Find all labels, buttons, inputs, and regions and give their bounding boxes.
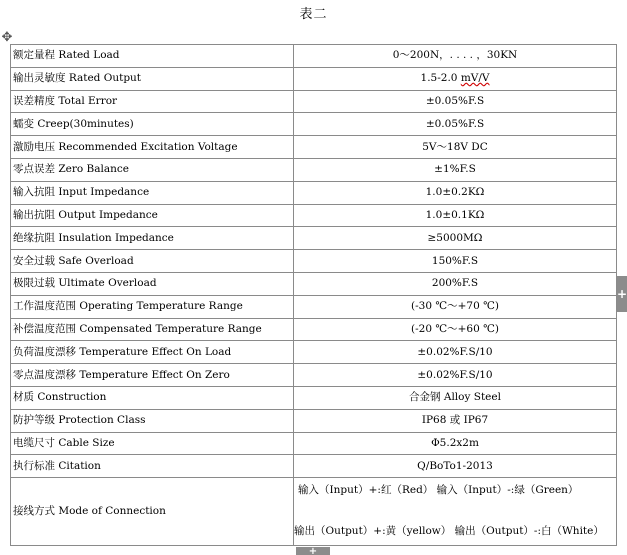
row-value[interactable]: 合金钢 Alloy Steel	[294, 386, 617, 409]
row-value[interactable]: ±0.02%F.S/10	[294, 364, 617, 387]
row-label[interactable]: 安全过载 Safe Overload	[11, 250, 294, 273]
table-row	[11, 295, 617, 318]
table-row	[11, 250, 617, 273]
row-label[interactable]: 零点误差 Zero Balance	[11, 158, 294, 181]
table-row	[11, 227, 617, 250]
connection-output-line: 输出（Output）+:黄（yellow） 输出（Output）-:白（White）	[294, 525, 604, 538]
row-label[interactable]: 绝缘抗阻 Insulation Impedance	[11, 227, 294, 250]
table-row	[11, 158, 617, 181]
row-label[interactable]: 输入抗阻 Input Impedance	[11, 181, 294, 204]
connection-value[interactable]	[294, 478, 617, 546]
row-value[interactable]: Φ5.2x2m	[294, 432, 617, 455]
add-row-handle[interactable]: +	[296, 547, 330, 555]
connection-label[interactable]: 接线方式 Mode of Connection	[11, 478, 294, 546]
row-value[interactable]: ≥5000MΩ	[294, 227, 617, 250]
table-row	[11, 113, 617, 136]
row-label[interactable]: 激励电压 Recommended Excitation Voltage	[11, 136, 294, 159]
table-row	[11, 136, 617, 159]
row-label[interactable]: 极限过载 Ultimate Overload	[11, 272, 294, 295]
row-value[interactable]: (-20 ℃～+60 ℃)	[294, 318, 617, 341]
row-value[interactable]: ±1%F.S	[294, 158, 617, 181]
row-value[interactable]: IP68 或 IP67	[294, 409, 617, 432]
row-label[interactable]: 工作温度范围 Operating Temperature Range	[11, 295, 294, 318]
table-row	[11, 67, 617, 90]
table-row	[11, 181, 617, 204]
row-label[interactable]: 防护等级 Protection Class	[11, 409, 294, 432]
spec-table	[10, 44, 617, 546]
row-value[interactable]: 1.0±0.1KΩ	[294, 204, 617, 227]
row-label[interactable]: 误差精度 Total Error	[11, 90, 294, 113]
row-label[interactable]: 零点温度漂移 Temperature Effect On Zero	[11, 364, 294, 387]
table-row	[11, 341, 617, 364]
table-row	[11, 386, 617, 409]
row-label[interactable]: 负荷温度漂移 Temperature Effect On Load	[11, 341, 294, 364]
connection-value-box	[294, 478, 616, 545]
row-label[interactable]: 材质 Construction	[11, 386, 294, 409]
row-value[interactable]: (-30 ℃～+70 ℃)	[294, 295, 617, 318]
row-value[interactable]: ±0.02%F.S/10	[294, 341, 617, 364]
row-value[interactable]: ±0.05%F.S	[294, 113, 617, 136]
row-label[interactable]: 输出灵敏度 Rated Output	[11, 67, 294, 90]
row-label[interactable]: 执行标准 Citation	[11, 455, 294, 478]
row-label[interactable]: 补偿温度范围 Compensated Temperature Range	[11, 318, 294, 341]
table-caption: 表二	[299, 7, 328, 22]
row-value[interactable]: Q/BoTo1-2013	[294, 455, 617, 478]
row-label[interactable]: 额定量程 Rated Load	[11, 45, 294, 68]
row-label[interactable]: 输出抗阻 Output Impedance	[11, 204, 294, 227]
row-value[interactable]: 0～200N，. . . . ，30KN	[294, 45, 617, 68]
row-value[interactable]: 5V～18V DC	[294, 136, 617, 159]
table-row	[11, 409, 617, 432]
table-row-connection	[11, 478, 617, 546]
row-value[interactable]: 1.0±0.2KΩ	[294, 181, 617, 204]
table-row	[11, 364, 617, 387]
row-value[interactable]: ±0.05%F.S	[294, 90, 617, 113]
row-label[interactable]: 蠕变 Creep(30minutes)	[11, 113, 294, 136]
table-row	[11, 455, 617, 478]
row-value[interactable]: 200%F.S	[294, 272, 617, 295]
table-row	[11, 90, 617, 113]
connection-input-line: 输入（Input）+:红（Red） 输入（Input）-:绿（Green）	[298, 484, 579, 497]
add-column-handle[interactable]: +	[617, 276, 627, 312]
table-row	[11, 45, 617, 68]
table-row	[11, 318, 617, 341]
row-value[interactable]: 150%F.S	[294, 250, 617, 273]
row-value[interactable]	[294, 67, 617, 90]
table-row	[11, 432, 617, 455]
table-row	[11, 272, 617, 295]
value-text: 1.5-2.0	[420, 72, 461, 85]
table-move-icon[interactable]: ✥	[1, 30, 13, 45]
row-label[interactable]: 电缆尺寸 Cable Size	[11, 432, 294, 455]
table-row	[11, 204, 617, 227]
spellcheck-underlined-text[interactable]: mV/V	[460, 72, 490, 85]
